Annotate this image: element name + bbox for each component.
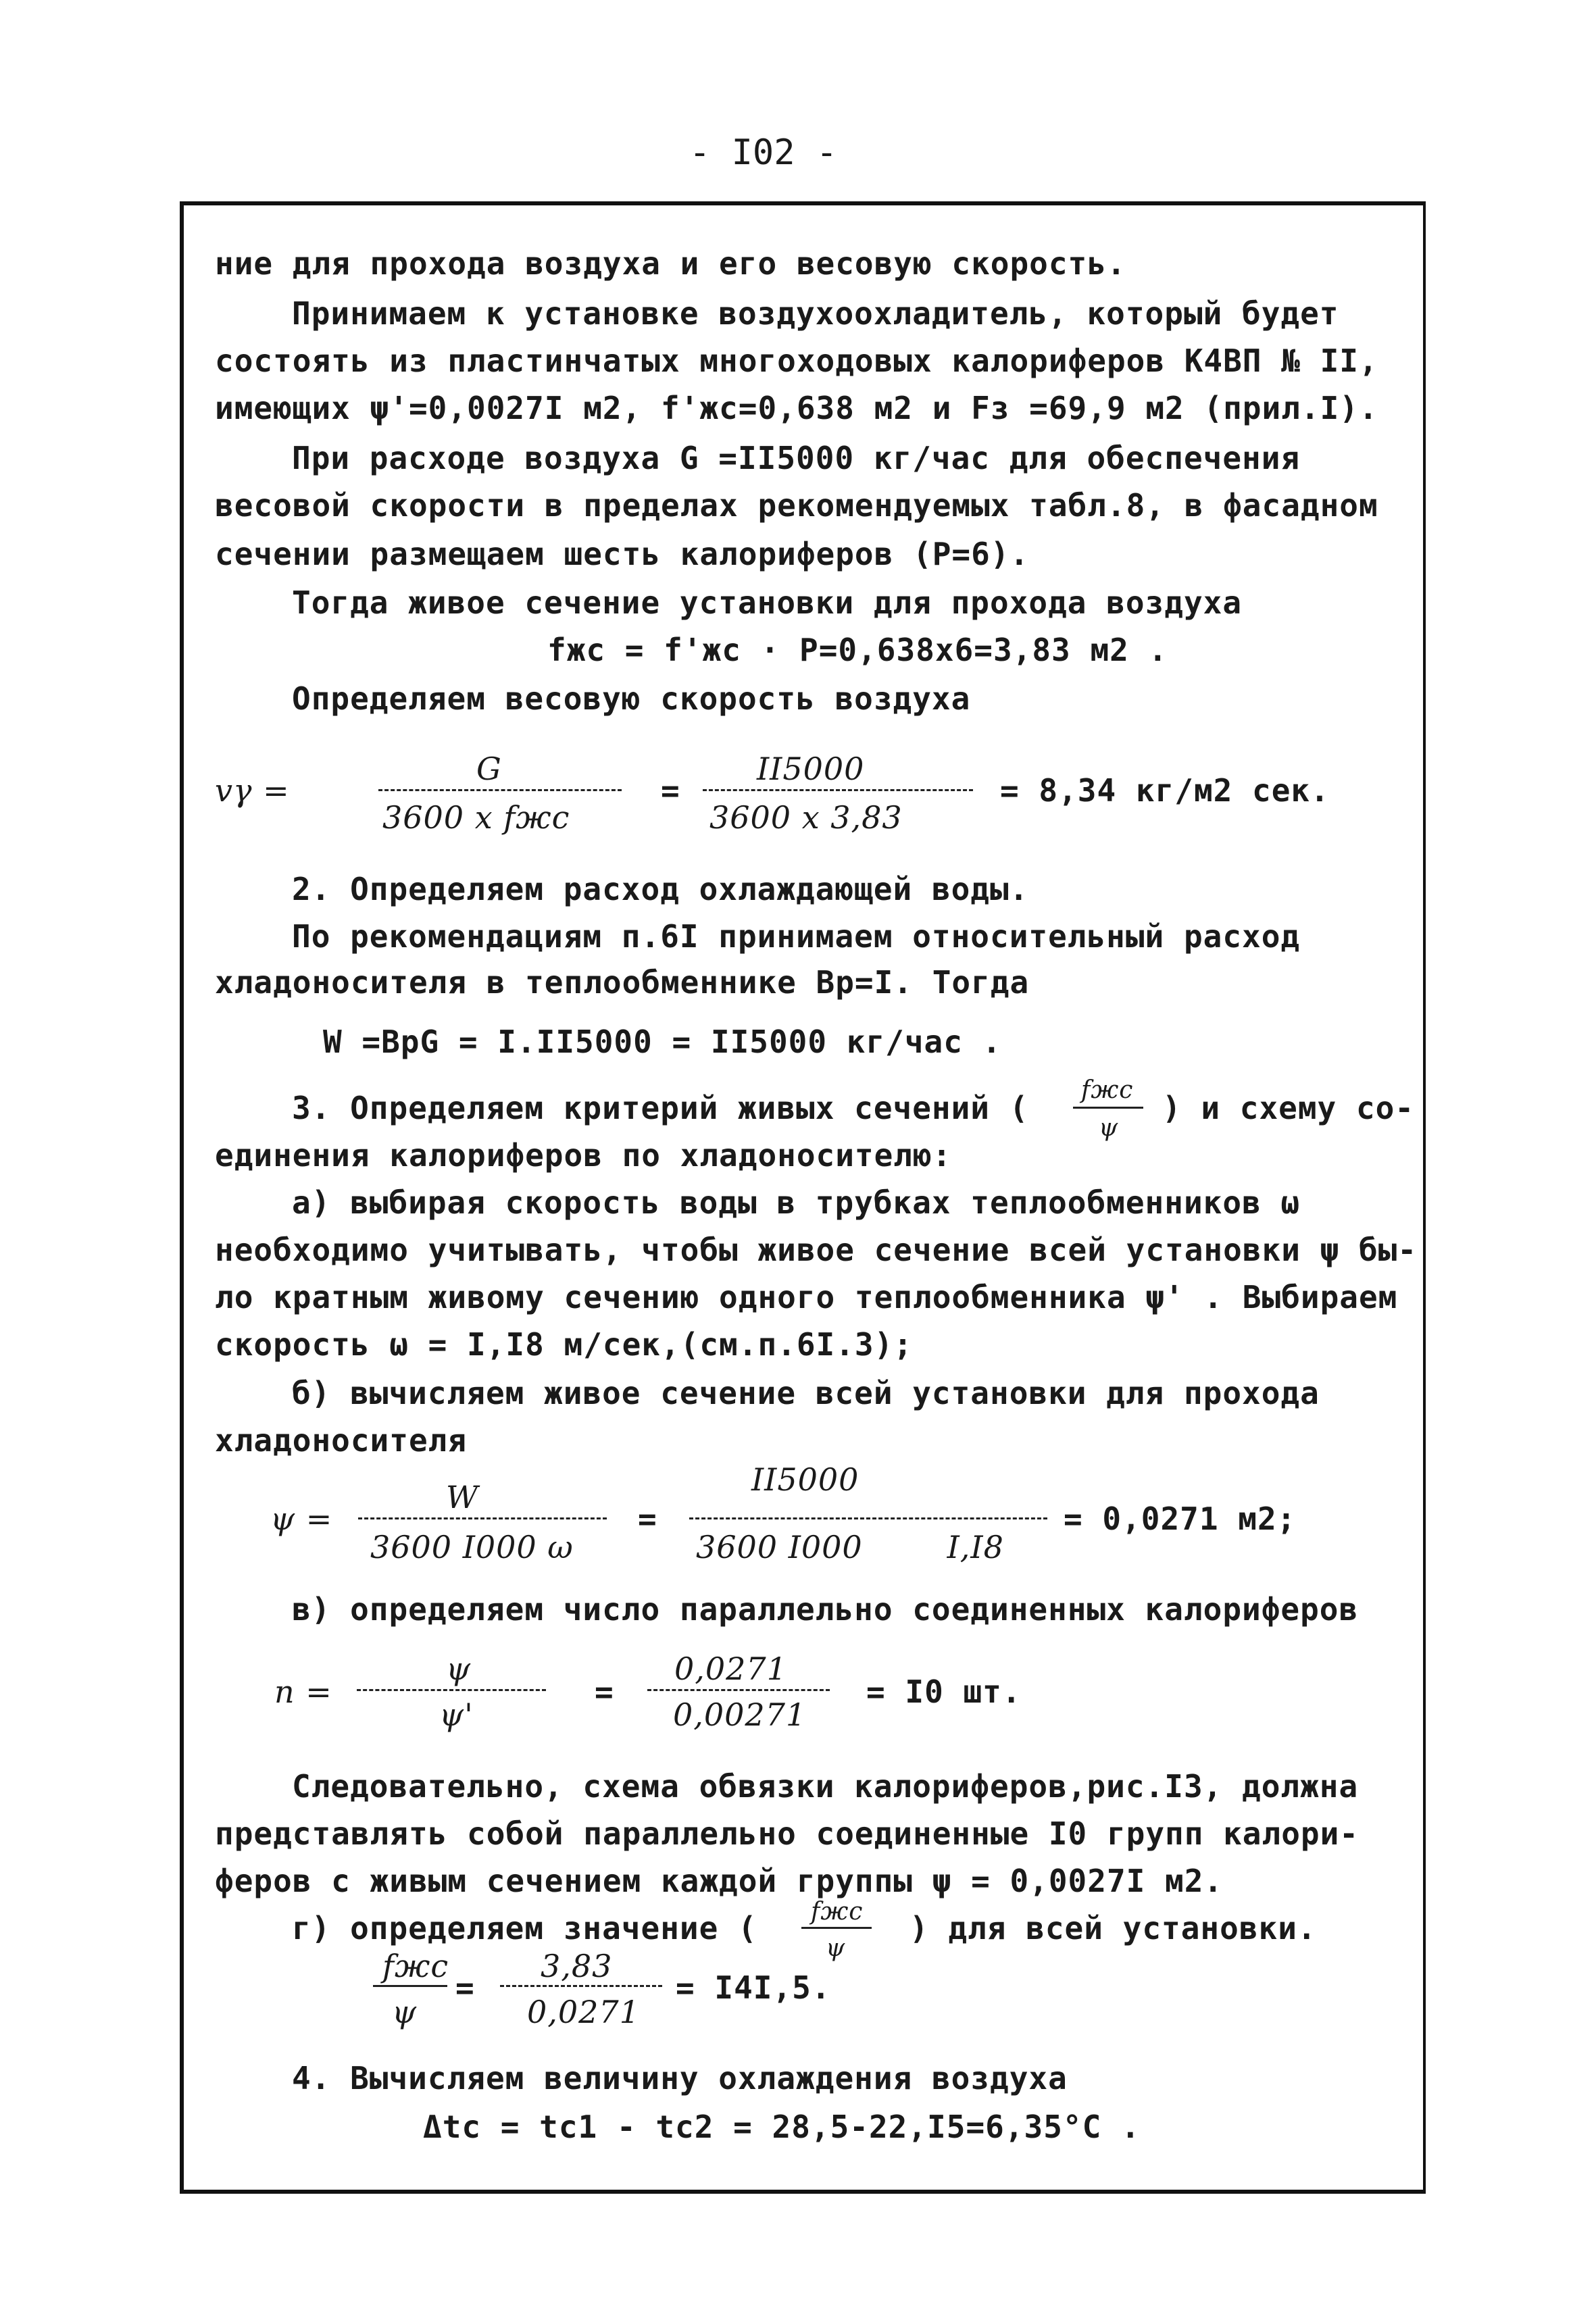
formula-numerator: ψ	[446, 1651, 472, 1687]
fraction-line	[378, 789, 622, 791]
text-line: ние для прохода воздуха и его весовую скорость.	[215, 245, 1126, 282]
formula-denominator: 0,00271	[673, 1696, 807, 1733]
formula-denominator: 3600 I000 I,I8	[696, 1529, 1004, 1565]
formula-result: = I4I,5.	[676, 1969, 831, 2006]
formula-equals: =	[455, 1969, 475, 2006]
formula-equals: =	[595, 1674, 614, 1710]
formula-lhs: n =	[274, 1674, 332, 1710]
text-line: единения калориферов по хладоносителю:	[215, 1137, 952, 1174]
crit-denominator: ψ	[826, 1934, 846, 1962]
text-line: По рекомендациям п.6I принимаем относительный расход	[292, 918, 1301, 955]
formula-numerator: G	[476, 751, 502, 787]
crit-numerator: fжс	[1081, 1076, 1134, 1104]
formula-result: = 0,0271 м2;	[1064, 1501, 1297, 1537]
fraction-line	[358, 1517, 607, 1519]
formula-result: = I0 шт.	[866, 1674, 1022, 1710]
text-line: весовой скорости в пределах рекомендуемых табл.8, в фасадном	[215, 487, 1378, 524]
formula-numerator: fжс	[382, 1948, 449, 1984]
text-line: ло кратным живому сечению одного теплообменника ψ' . Выбираем	[215, 1279, 1398, 1315]
text-line: хладоносителя в теплообменнике Вр=I. Тогда	[215, 964, 1030, 1001]
formula-denominator: ψ'	[439, 1696, 474, 1733]
text-line: скорость ω = I,I8 м/сек,(см.п.6I.3);	[215, 1326, 913, 1363]
formula-lhs: ψ =	[270, 1501, 333, 1537]
formula-numerator: 3,83	[541, 1948, 613, 1984]
text-line: феров с живым сечением каждой группы ψ = 0,0027I м2.	[215, 1863, 1224, 1899]
text-line: ) и схему со-	[1162, 1090, 1415, 1126]
text-line: представлять собой параллельно соединенные I0 групп калори-	[215, 1815, 1359, 1852]
text-line: Определяем весовую скорость воздуха	[292, 680, 971, 717]
formula-numerator: W	[446, 1479, 479, 1515]
text-line: При расходе воздуха G =II5000 кг/час для обеспечения	[292, 440, 1301, 476]
formula-line: W =ВрG = I.II5000 = II5000 кг/час .	[323, 1024, 1002, 1060]
formula-denominator: 3600 х fжс	[382, 799, 570, 836]
text-line: ) для всей установки.	[909, 1910, 1317, 1946]
text-line: а) выбирая скорость воды в трубках теплообменников ω	[292, 1184, 1301, 1221]
text-line: имеющих ψ'=0,0027I м2, f'жс=0,638 м2 и Fз =69,9 м2 (прил.I).	[215, 390, 1378, 426]
fraction-line	[703, 789, 973, 791]
formula-denominator: 0,0271	[527, 1994, 640, 2030]
text-line: Следовательно, схема обвязки калориферов,рис.I3, должна	[292, 1768, 1359, 1805]
text-line: Принимаем к установке воздухоохладитель, который будет	[292, 295, 1339, 332]
text-line: 3. Определяем критерий живых сечений (	[292, 1090, 1029, 1126]
text-line: 4. Вычисляем величину охлаждения воздуха	[292, 2060, 1068, 2096]
formula-numerator: 0,0271	[674, 1651, 787, 1687]
formula-numerator: II5000	[757, 751, 865, 787]
formula-result: = 8,34 кг/м2 сек.	[1000, 772, 1330, 809]
crit-denominator: ψ	[1099, 1114, 1119, 1142]
formula-lhs: vγ =	[215, 772, 290, 809]
formula-equals: =	[661, 772, 680, 809]
fraction-line	[373, 1985, 447, 1987]
crit-numerator: fжс	[811, 1898, 864, 1926]
fraction-line	[357, 1689, 546, 1691]
formula-denominator: 3600 I000 ω	[370, 1529, 574, 1565]
page-number: - I02 -	[689, 132, 838, 173]
text-line: сечении размещаем шесть калориферов (Р=6).	[215, 536, 1030, 572]
formula-line: fжс = f'жс · Р=0,638х6=3,83 м2 .	[547, 632, 1168, 668]
fraction-line	[500, 1985, 662, 1987]
text-line: хладоносителя	[215, 1422, 468, 1459]
formula-equals: =	[638, 1501, 657, 1537]
text-line: 2. Определяем расход охлаждающей воды.	[292, 871, 1029, 907]
formula-numerator: II5000	[751, 1461, 859, 1498]
text-line: в) определяем число параллельно соединенных калориферов	[292, 1591, 1359, 1628]
formula-line: Δtc = tc1 - tc2 = 28,5-22,I5=6,35°С .	[423, 2109, 1141, 2145]
formula-denominator: 3600 х 3,83	[709, 799, 903, 836]
fraction-line	[647, 1689, 830, 1691]
fraction-line	[689, 1517, 1047, 1519]
formula-denominator: ψ	[392, 1994, 418, 2030]
text-line: необходимо учитывать, чтобы живое сечение всей установки ψ бы-	[215, 1232, 1418, 1268]
text-line: г) определяем значение (	[292, 1910, 757, 1946]
text-line: б) вычисляем живое сечение всей установки для прохода	[292, 1375, 1320, 1411]
text-line: Тогда живое сечение установки для прохода воздуха	[292, 584, 1243, 621]
text-line: состоять из пластинчатых многоходовых калориферов К4ВП № II,	[215, 343, 1378, 379]
